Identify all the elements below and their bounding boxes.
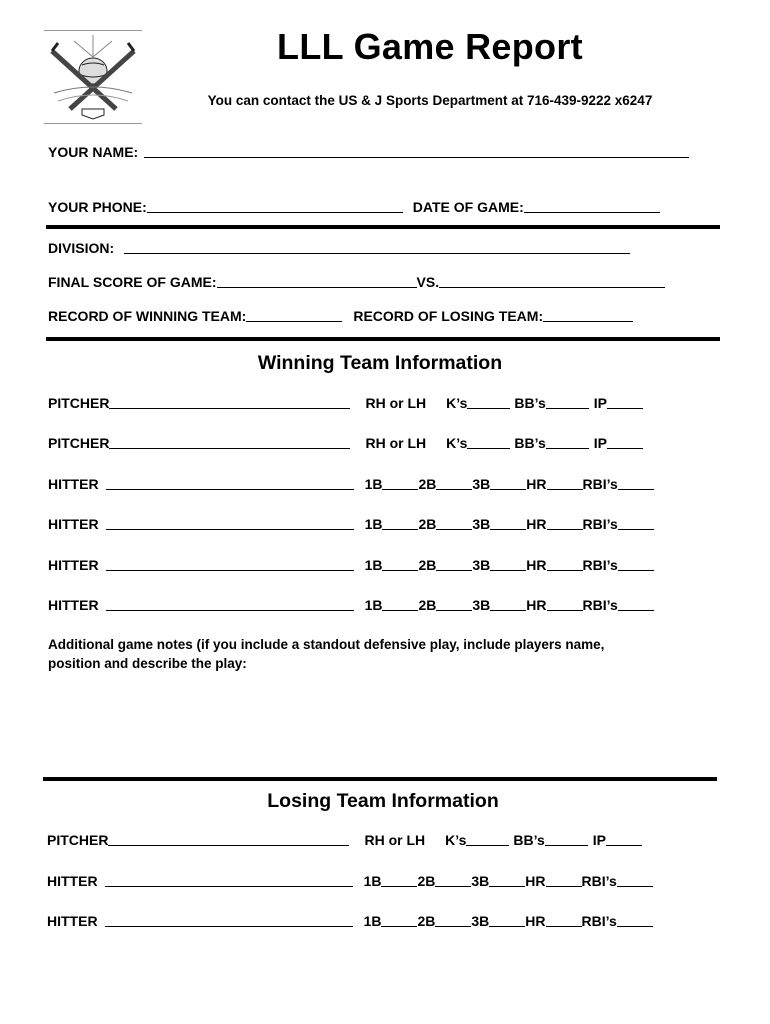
hand-label: RH or LH — [365, 395, 427, 411]
rbis-label: RBI’s — [581, 913, 617, 929]
ks-field[interactable] — [467, 435, 510, 449]
losing-hitter-row — [47, 873, 714, 889]
single-label: 1B — [363, 873, 382, 889]
triple-label: 3B — [472, 476, 491, 492]
rbis-label: RBI’s — [582, 476, 618, 492]
ks-label: K’s — [445, 832, 467, 848]
hitter-name-field[interactable] — [106, 557, 354, 571]
hitter-name-field[interactable] — [106, 597, 354, 611]
contact-info: You can contact the US & J Sports Department at 716-439-9222 x6247 — [207, 93, 653, 108]
hr-label: HR — [526, 516, 547, 532]
hitter-name-field[interactable] — [106, 476, 354, 490]
single-label: 1B — [364, 557, 383, 573]
double-label: 2B — [417, 873, 436, 889]
single-field[interactable] — [382, 557, 418, 571]
game-notes-area[interactable] — [48, 680, 713, 772]
ip-field[interactable] — [606, 832, 642, 846]
double-field[interactable] — [435, 873, 471, 887]
pitcher-label: PITCHER — [47, 832, 109, 848]
division-field[interactable] — [124, 240, 630, 254]
your-name-field[interactable] — [144, 144, 689, 158]
double-label: 2B — [418, 557, 437, 573]
losing-hitter-row — [47, 913, 714, 929]
page-title: LLL Game Report — [277, 26, 583, 67]
hr-label: HR — [526, 476, 547, 492]
winning-hitter-row — [48, 597, 714, 613]
hitter-name-field[interactable] — [106, 516, 354, 530]
bbs-label: BB’s — [513, 832, 545, 848]
triple-label: 3B — [471, 873, 490, 889]
triple-label: 3B — [472, 597, 491, 613]
single-field[interactable] — [382, 516, 418, 530]
record-losing-field[interactable] — [543, 308, 633, 322]
divider-rule — [46, 337, 720, 341]
opponent-score-field[interactable] — [439, 274, 665, 288]
divider-rule — [46, 225, 720, 229]
ip-label: IP — [593, 435, 608, 451]
rbis-field[interactable] — [618, 476, 654, 490]
triple-label: 3B — [472, 516, 491, 532]
bbs-field[interactable] — [546, 395, 589, 409]
record-winning-field[interactable] — [246, 308, 342, 322]
your-phone-field[interactable] — [147, 199, 403, 213]
bbs-label: BB’s — [514, 435, 546, 451]
game-notes-prompt — [48, 635, 708, 673]
rbis-field[interactable] — [618, 557, 654, 571]
hand-label: RH or LH — [365, 435, 427, 451]
hr-label: HR — [526, 557, 547, 573]
hr-field[interactable] — [547, 516, 583, 530]
hitter-label: HITTER — [48, 516, 99, 532]
baseball-logo — [44, 30, 142, 124]
baseball-bats-icon — [44, 31, 142, 123]
hr-field[interactable] — [547, 557, 583, 571]
hitter-name-field[interactable] — [105, 873, 353, 887]
pitcher-label: PITCHER — [48, 435, 110, 451]
single-field[interactable] — [381, 913, 417, 927]
triple-field[interactable] — [489, 913, 525, 927]
losing-team-title: Losing Team Information — [267, 790, 499, 812]
double-field[interactable] — [436, 476, 472, 490]
rbis-field[interactable] — [617, 873, 653, 887]
winning-pitcher-row — [48, 435, 714, 451]
hr-label: HR — [525, 913, 546, 929]
hr-label: HR — [526, 597, 547, 613]
ip-label: IP — [592, 832, 607, 848]
rbis-label: RBI’s — [581, 873, 617, 889]
single-field[interactable] — [382, 476, 418, 490]
your-name-label: YOUR NAME: — [48, 144, 139, 160]
double-field[interactable] — [436, 516, 472, 530]
triple-field[interactable] — [490, 557, 526, 571]
triple-field[interactable] — [489, 873, 525, 887]
double-label: 2B — [417, 913, 436, 929]
triple-label: 3B — [472, 557, 491, 573]
double-field[interactable] — [435, 913, 471, 927]
double-label: 2B — [418, 516, 437, 532]
game-notes-line: position and describe the play: — [48, 656, 247, 671]
vs-label: VS. — [416, 274, 440, 290]
triple-field[interactable] — [490, 597, 526, 611]
ks-field[interactable] — [466, 832, 509, 846]
your-phone-label: YOUR PHONE: — [48, 199, 147, 215]
triple-label: 3B — [471, 913, 490, 929]
ks-label: K’s — [446, 435, 468, 451]
rbis-field[interactable] — [617, 913, 653, 927]
date-of-game-label: DATE OF GAME: — [412, 199, 524, 215]
hitter-label: HITTER — [47, 913, 98, 929]
hitter-name-field[interactable] — [105, 913, 353, 927]
hr-field[interactable] — [547, 597, 583, 611]
winning-pitcher-row — [48, 395, 714, 411]
single-label: 1B — [364, 516, 383, 532]
final-score-field[interactable] — [217, 274, 417, 288]
hitter-label: HITTER — [48, 597, 99, 613]
division-label: DIVISION: — [48, 240, 115, 256]
ip-label: IP — [593, 395, 608, 411]
winning-hitter-row — [48, 516, 714, 532]
bbs-label: BB’s — [514, 395, 546, 411]
game-notes-line: Additional game notes (if you include a standout defensive play, include players name, — [48, 637, 605, 652]
rbis-field[interactable] — [618, 597, 654, 611]
hitter-label: HITTER — [48, 557, 99, 573]
pitcher-name-field[interactable] — [109, 435, 350, 449]
single-label: 1B — [364, 476, 383, 492]
double-field[interactable] — [436, 597, 472, 611]
divider-rule — [43, 777, 717, 781]
losing-pitcher-row — [47, 832, 714, 848]
hr-label: HR — [525, 873, 546, 889]
date-of-game-field[interactable] — [524, 199, 660, 213]
your-name-row — [48, 144, 714, 160]
bbs-field[interactable] — [545, 832, 588, 846]
triple-field[interactable] — [490, 516, 526, 530]
hr-field[interactable] — [546, 873, 582, 887]
double-label: 2B — [418, 476, 437, 492]
hitter-label: HITTER — [47, 873, 98, 889]
single-field[interactable] — [382, 597, 418, 611]
ip-field[interactable] — [607, 435, 643, 449]
final-score-label: FINAL SCORE OF GAME: — [48, 274, 217, 290]
pitcher-name-field[interactable] — [109, 395, 350, 409]
rbis-label: RBI’s — [582, 516, 618, 532]
record-losing-label: RECORD OF LOSING TEAM: — [353, 308, 544, 324]
double-label: 2B — [418, 597, 437, 613]
pitcher-name-field[interactable] — [108, 832, 349, 846]
rbis-label: RBI’s — [582, 597, 618, 613]
winning-hitter-row — [48, 476, 714, 492]
ks-label: K’s — [446, 395, 468, 411]
single-field[interactable] — [381, 873, 417, 887]
final-score-row — [48, 274, 714, 290]
single-label: 1B — [363, 913, 382, 929]
ks-field[interactable] — [467, 395, 510, 409]
double-field[interactable] — [436, 557, 472, 571]
winning-hitter-row — [48, 557, 714, 573]
ip-field[interactable] — [607, 395, 643, 409]
rbis-label: RBI’s — [582, 557, 618, 573]
division-row — [48, 240, 714, 256]
hr-field[interactable] — [546, 913, 582, 927]
hand-label: RH or LH — [364, 832, 426, 848]
phone-date-row — [48, 199, 714, 215]
pitcher-label: PITCHER — [48, 395, 110, 411]
single-label: 1B — [364, 597, 383, 613]
bbs-field[interactable] — [546, 435, 589, 449]
record-winning-label: RECORD OF WINNING TEAM: — [48, 308, 247, 324]
winning-team-title: Winning Team Information — [257, 352, 503, 374]
records-row — [48, 308, 714, 324]
triple-field[interactable] — [490, 476, 526, 490]
rbis-field[interactable] — [618, 516, 654, 530]
hitter-label: HITTER — [48, 476, 99, 492]
hr-field[interactable] — [547, 476, 583, 490]
